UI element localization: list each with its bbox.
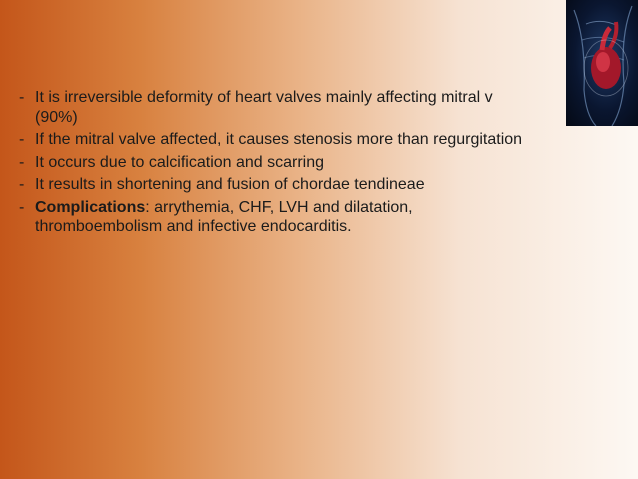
complications-heading: Complications bbox=[35, 198, 146, 216]
bullet-dash: - bbox=[19, 198, 25, 216]
bullet-dash: - bbox=[19, 176, 25, 193]
bullet-text-line: It occurs due to calcification and scarring bbox=[35, 153, 325, 171]
bullet-calcification bbox=[19, 153, 619, 173]
bullet-text-line: thromboembolism and infective endocarditis. bbox=[35, 218, 352, 235]
bullet-text-line: It is irreversible deformity of heart valves mainly affecting mitral v bbox=[35, 89, 493, 106]
bullet-complications bbox=[19, 198, 619, 237]
bullet-text-line: It results in shortening and fusion of chordae tendineae bbox=[35, 176, 425, 193]
bullet-text-line: If the mitral valve affected, it causes stenosis more than regurgitation bbox=[35, 131, 523, 148]
bullet-dash: - bbox=[19, 153, 25, 171]
bullet-list bbox=[19, 88, 619, 240]
bullet-mitral-stenosis bbox=[19, 130, 619, 150]
bullet-chordae-tendineae bbox=[19, 175, 619, 195]
complications-list: : arrythemia, CHF, LVH and dilatation, bbox=[145, 198, 413, 216]
bullet-dash: - bbox=[19, 89, 25, 106]
bullet-text-line bbox=[35, 198, 619, 218]
bullet-dash: - bbox=[19, 131, 25, 148]
bullet-irreversible-deformity bbox=[19, 88, 619, 127]
bullet-text-line: (90%) bbox=[35, 108, 78, 126]
